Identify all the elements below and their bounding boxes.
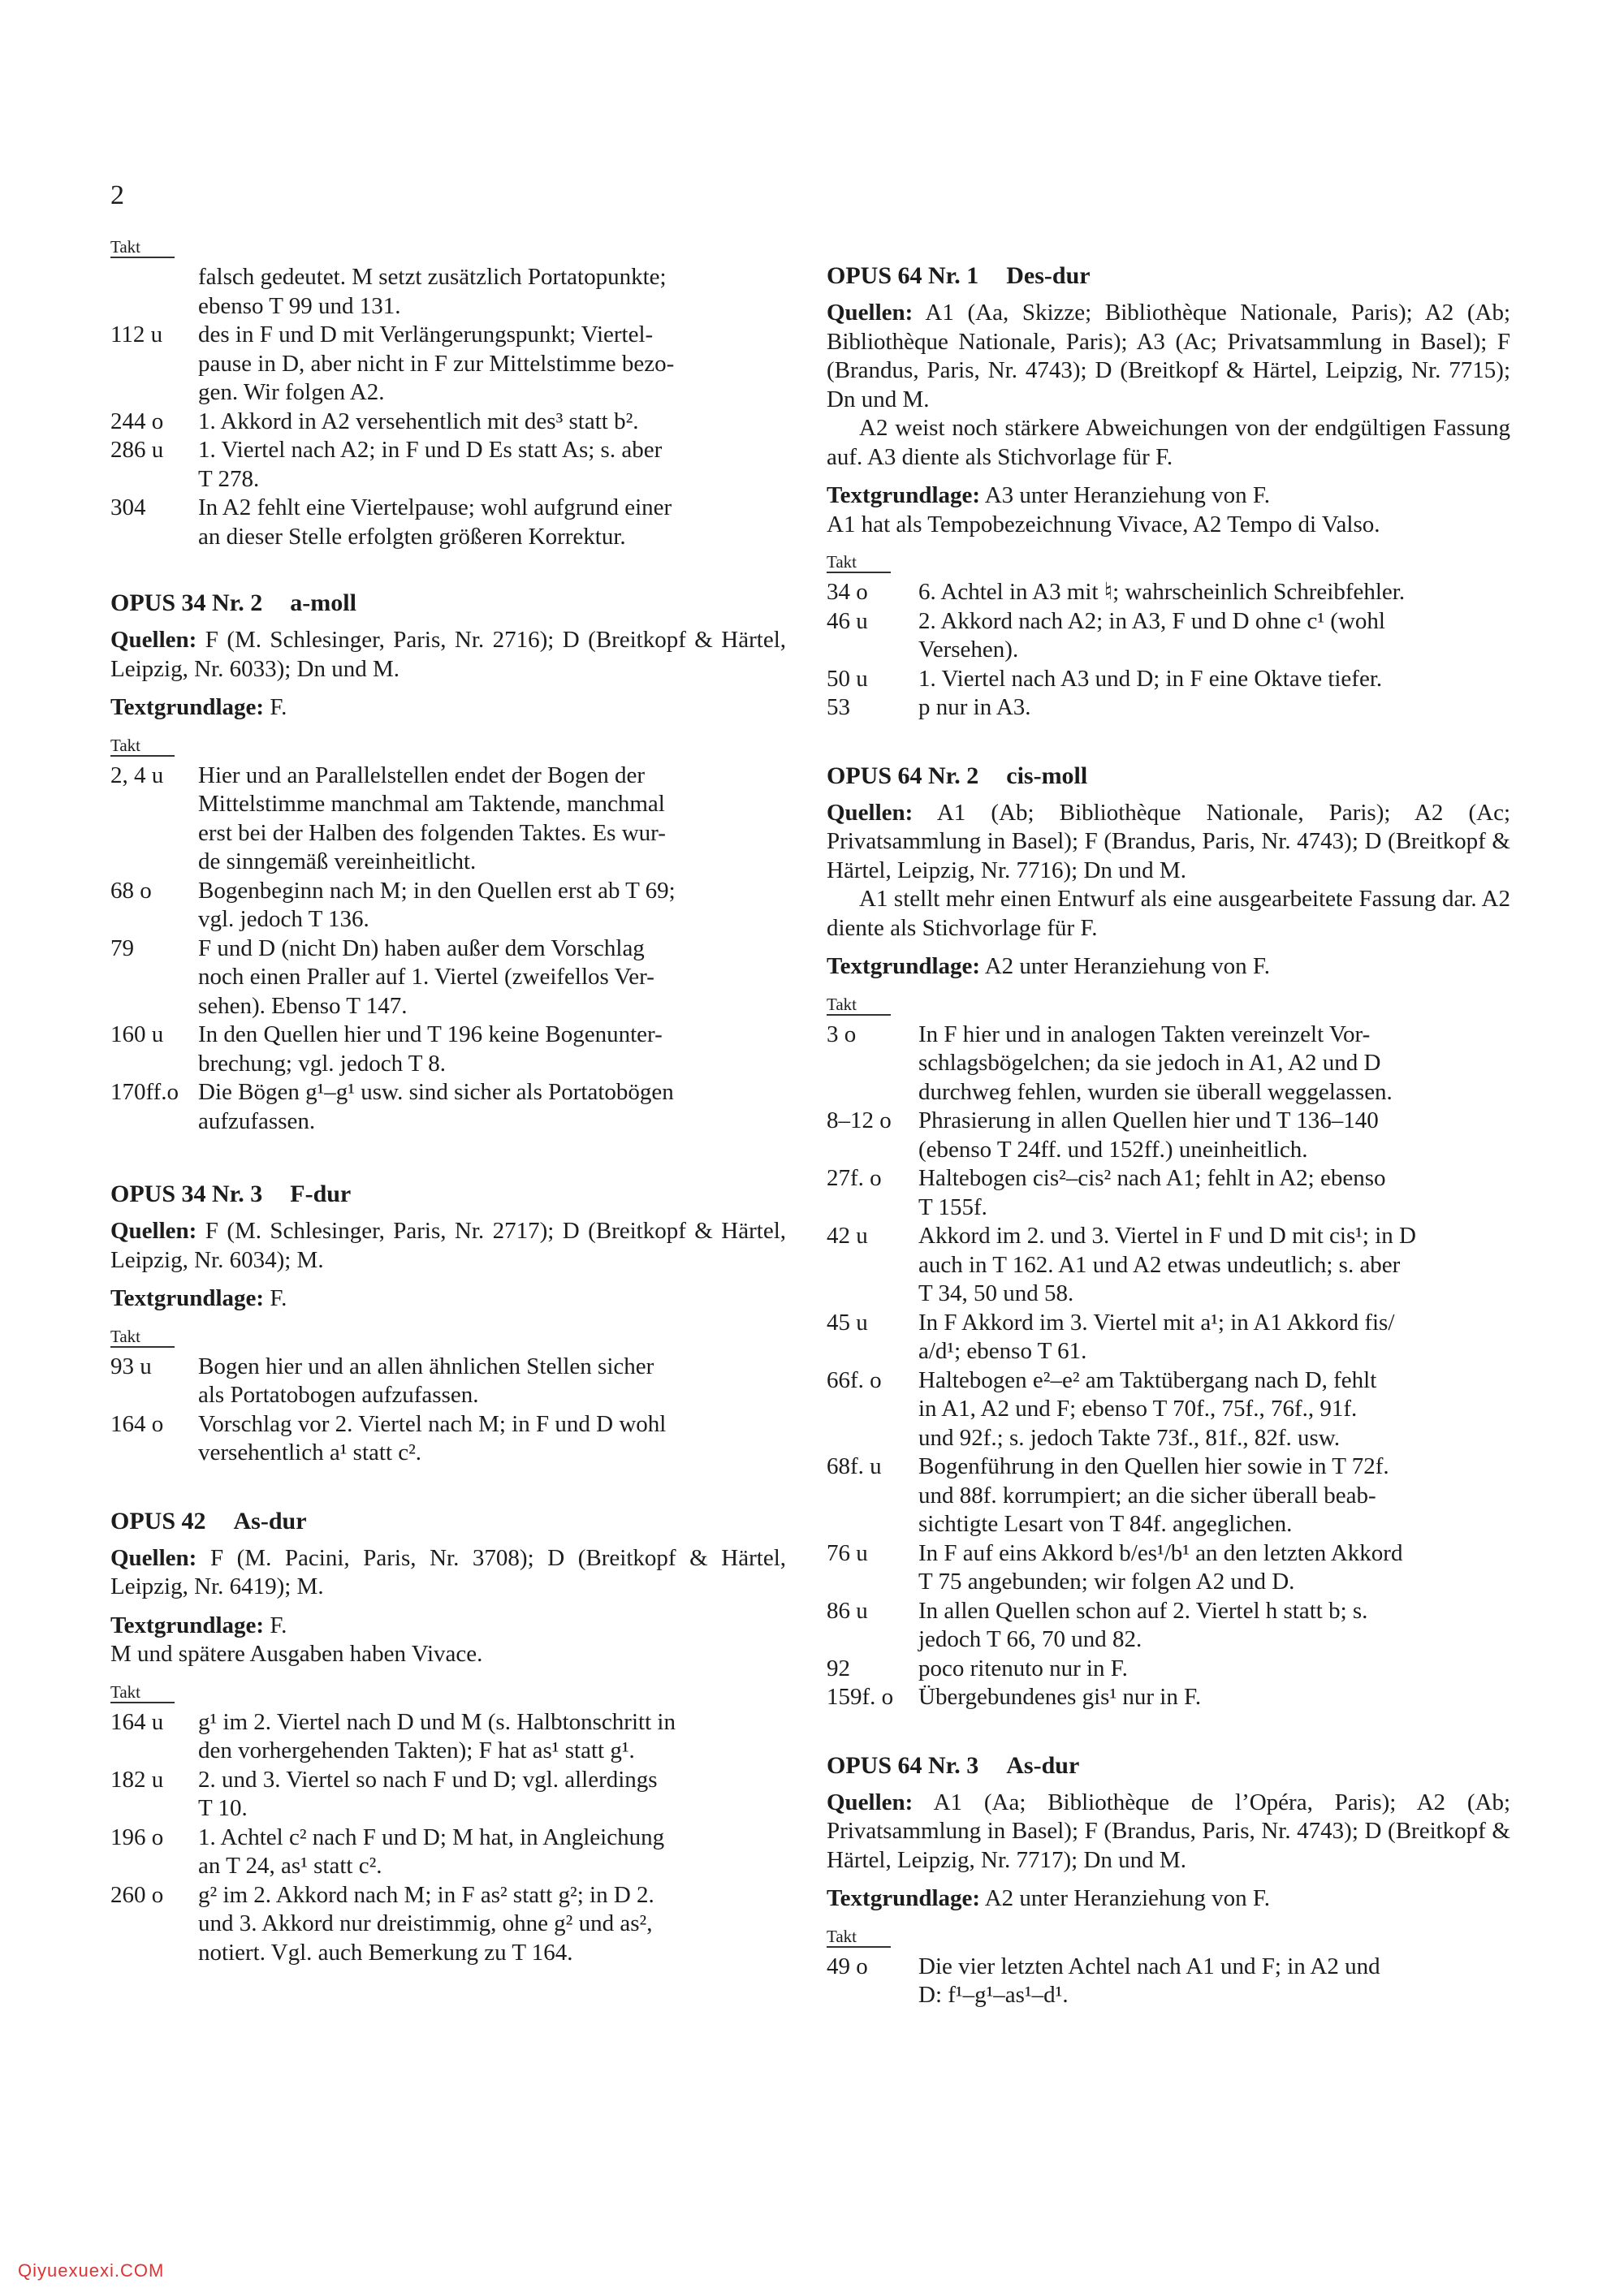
remark-row: 244 o 1. Akkord in A2 versehentlich mit des³ statt b². [110,408,786,437]
remark-row: 8–12 o Phrasierung in allen Quellen hier und T 136–140 (ebenso T 24ff. und 152ff.) uneinheitlich. [827,1107,1379,1163]
section-heading: OPUS 64 Nr. 1 Des-dur [827,262,1091,289]
sources-paragraph: Quellen: A1 (Ab; Bibliothèque Nationale, Paris); A2 (Ac; Privatsammlung in Basel); F (Brandus, Paris, Nr. 4743); D (Breitkopf & Härtel, Leipzig, Nr. 7716); Dn und M. [827,799,1510,883]
continued-line: ebenso T 99 und 131. [198,292,401,319]
remark-row: 196 o 1. Achtel c² nach F und D; M hat, in Angleichung an T 24, as¹ statt c². [110,1824,665,1879]
remark-row: 86 u In allen Quellen schon auf 2. Viertel h statt b; s. jedoch T 66, 70 und 82. [827,1597,1368,1652]
takt-label: Takt [110,1327,175,1348]
text-basis: Textgrundlage: F. [110,1285,287,1311]
text-basis: Textgrundlage: A3 unter Heranziehung von F. [827,482,1270,508]
sources-paragraph: Quellen: F (M. Schlesinger, Paris, Nr. 2716); D (Breitkopf & Härtel, Leipzig, Nr. 6033); Dn und M. [110,627,786,682]
remark-row: 66f. o Haltebogen e²–e² am Taktübergang nach D, fehlt in A1, A2 und F; ebenso T 70f., 75f., 76f., 91f. und 92f.; s. jedoch Takte 73f., 81f., 82f. usw. [827,1366,1377,1451]
remark-row: 170ff.o Die Bögen g¹–g¹ usw. sind sicher als Portatobögen aufzufassen. [110,1079,674,1134]
section-heading: OPUS 64 Nr. 3 As-dur [827,1751,1080,1779]
remark-row: 112 u des in F und D mit Verlängerungspunkt; Viertel- pause in D, aber nicht in F zur Mittelstimme bezo- gen. Wir folgen A2. [110,322,675,405]
remark-row: 182 u 2. und 3. Viertel so nach F und D; vgl. allerdings T 10. [110,1766,658,1821]
right-column [827,261,1510,2010]
section-heading: OPUS 34 Nr. 3 F-dur [110,1181,352,1207]
tempo-note: A1 hat als Tempobezeichnung Vivace, A2 Tempo di Valso. [827,511,1380,537]
section-heading: OPUS 34 Nr. 2 a-moll [110,589,356,616]
remark-row: 45 u In F Akkord im 3. Viertel mit a¹; in A1 Akkord fis/ a/d¹; ebenso T 61. [827,1309,1395,1364]
remark-measure: 244 o [110,408,164,434]
remark-row: 53 p nur in A3. [827,694,1031,720]
remark-measure: 286 u [110,437,164,463]
remark-row: 49 o Die vier letzten Achtel nach A1 und F; in A2 und D: f¹–g¹–as¹–d¹. [827,1953,1380,2008]
remark-row: 34 o 6. Achtel in A3 mit ♮; wahrscheinlich Schreibfehler. [827,579,1406,605]
section-heading: OPUS 64 Nr. 2 cis-moll [827,762,1088,789]
takt-label: Takt [110,237,175,258]
sources-paragraph: Quellen: A1 (Aa, Skizze; Bibliothèque Nationale, Paris); A2 (Ab; Bibliothèque Nationale, Paris); A3 (Ac; Privatsammlung in Basel); F (Brandus, Paris, Nr. 4743); D (Breitkopf & Härtel, Leipzig, Nr. 7715); Dn und M. [827,300,1511,412]
tempo-note: M und spätere Ausgaben haben Vivace. [110,1641,483,1667]
text-basis: Textgrundlage: A2 unter Heranziehung von F. [827,953,1270,979]
sources-paragraph: Quellen: F (M. Schlesinger, Paris, Nr. 2717); D (Breitkopf & Härtel, Leipzig, Nr. 6034); M. [110,1218,786,1273]
text-basis: Textgrundlage: F. [110,1612,287,1638]
remark-row: 79 F und D (nicht Dn) haben außer dem Vorschlag noch einen Praller auf 1. Viertel (zweifellos Ver- sehen). Ebenso T 147. [110,934,654,1019]
remark-row: 159f. o Übergebundenes gis¹ nur in F. [827,1684,1202,1710]
remark-row: 27f. o Haltebogen cis²–cis² nach A1; fehlt in A2; ebenso T 155f. [827,1165,1386,1220]
remark-row: 160 u In den Quellen hier und T 196 keine Bogenunter- brechung; vgl. jedoch T 8. [110,1021,663,1077]
remark-row: 286 u 1. Viertel nach A2; in F und D Es statt As; s. aber T 278. [110,437,663,492]
remark-row: 304 In A2 fehlt eine Viertelpause; wohl aufgrund einer an dieser Stelle erfolgten größeren Korrektur. [110,494,672,550]
remark-row: 164 o Vorschlag vor 2. Viertel nach M; in F und D wohl versehentlich a¹ statt c². [110,1410,667,1465]
text-basis: Textgrundlage: F. [110,694,287,720]
remark-row: 46 u 2. Akkord nach A2; in A3, F und D ohne c¹ (wohl Versehen). [827,607,1385,663]
remark-row: 2, 4 u Hier und an Parallelstellen endet der Bogen der Mittelstimme manchmal am Taktende, manchmal erst bei der Halben des folgenden Taktes. Es wur- de sinngemäß vereinheitlicht. [110,762,666,874]
remark-row: 260 o g² im 2. Akkord nach M; in F as² statt g²; in D 2. und 3. Akkord nur dreistimmig, ohne g² und as², notiert. Vgl. auch Bemerkung zu T 164. [110,1881,654,1966]
takt-label: Takt [827,552,891,573]
remark-row: 42 u Akkord im 2. und 3. Viertel in F und D mit cis¹; in D auch in T 162. A1 und A2 etwas undeutlich; s. aber T 34, 50 und 58. [827,1223,1416,1306]
takt-label: Takt [827,995,891,1016]
remark-row: 50 u 1. Viertel nach A3 und D; in F eine Oktave tiefer. [827,665,1383,692]
remark-row: 68f. u Bogenführung in den Quellen hier sowie in T 72f. und 88f. korrumpiert; an die sicher überall beab- sichtigte Lesart von T 84f. angeglichen. [827,1453,1389,1537]
watermark-text: Qiyuexuexi.COM [18,2260,165,2281]
takt-label: Takt [110,1682,175,1703]
remark-row: 76 u In F auf eins Akkord b/es¹/b¹ an den letzten Akkord T 75 angebunden; wir folgen A2 und D. [827,1539,1403,1595]
description-paragraph: A2 weist noch stärkere Abweichungen von der endgültigen Fassung auf. A3 diente als Stichvorlage für F. [827,415,1510,470]
continued-line: falsch gedeutet. M setzt zusätzlich Portatopunkte; [198,264,667,290]
page-number: 2 [110,180,124,210]
remark-measure: 112 u [110,322,163,347]
remark-measure: 304 [110,494,146,520]
left-column [110,237,786,1967]
remark-row: 93 u Bogen hier und an allen ähnlichen Stellen sicher als Portatobogen aufzufassen. [110,1353,654,1408]
text-basis: Textgrundlage: A2 unter Heranziehung von F. [827,1885,1270,1911]
remark-row: 68 o Bogenbeginn nach M; in den Quellen erst ab T 69; vgl. jedoch T 136. [110,877,676,932]
takt-label: Takt [827,1927,891,1948]
sources-paragraph: Quellen: F (M. Pacini, Paris, Nr. 3708); D (Breitkopf & Härtel, Leipzig, Nr. 6419); M. [110,1544,787,1599]
sources-paragraph: Quellen: A1 (Aa; Bibliothèque de l’Opéra, Paris); A2 (Ab; Privatsammlung in Basel); F (Brandus, Paris, Nr. 4743); D (Breitkopf & Härtel, Leipzig, Nr. 7717); Dn und M. [827,1789,1510,1873]
description-paragraph: A1 stellt mehr einen Entwurf als eine ausgearbeitete Fassung dar. A2 diente als Stichvorlage für F. [827,886,1510,941]
remark-row: 92 poco ritenuto nur in F. [827,1655,1128,1681]
takt-label: Takt [110,736,175,757]
remark-row: 164 u g¹ im 2. Viertel nach D und M (s. Halbtonschritt in den vorhergehenden Takten); F hat as¹ statt g¹. [110,1708,676,1763]
section-heading: OPUS 42 As-dur [110,1507,307,1534]
remark-row: 3 o In F hier und in analogen Takten vereinzelt Vor- schlagsbögelchen; da sie jedoch in A1, A2 und D durchweg fehlen, wurden sie überall weggelassen. [827,1021,1393,1105]
